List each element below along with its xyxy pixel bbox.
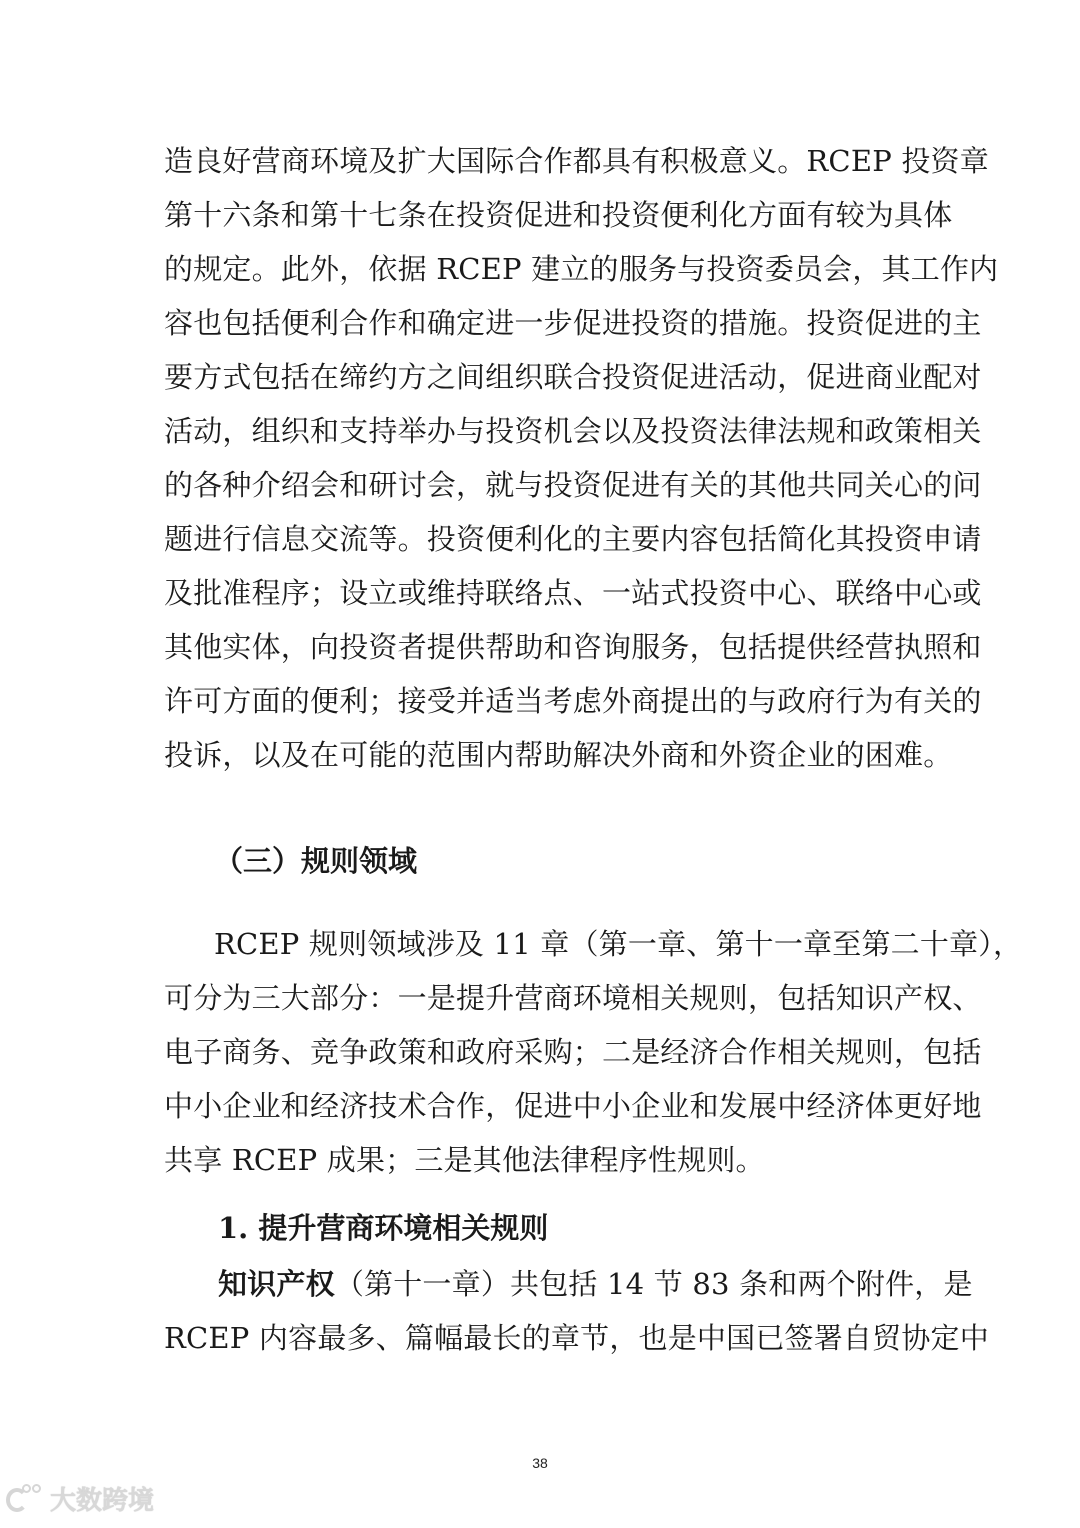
paragraph-line: 活动，组织和支持举办与投资机会以及投资法律法规和政策相关: [164, 414, 982, 448]
paragraph-line: 的各种介绍会和研讨会，就与投资促进有关的其他共同关心的问: [164, 468, 982, 502]
watermark-text: 大数跨境: [50, 1486, 155, 1516]
kjoo-logo-icon: [6, 1484, 44, 1514]
paragraph-line: 许可方面的便利；接受并适当考虑外商提出的与政府行为有关的: [164, 684, 982, 718]
paragraph-line: 共享 RCEP 成果；三是其他法律程序性规则。: [164, 1143, 765, 1177]
paragraph-line: 可分为三大部分：一是提升营商环境相关规则，包括知识产权、: [164, 981, 982, 1015]
watermark: [6, 1480, 154, 1517]
paragraph-line: 其他实体，向投资者提供帮助和咨询服务，包括提供经营执照和: [164, 630, 982, 664]
paragraph-line: [218, 1266, 973, 1302]
page-number: 38: [532, 1455, 548, 1471]
paragraph-line: 投诉，以及在可能的范围内帮助解决外商和外资企业的困难。: [164, 738, 953, 772]
paragraph-line: RCEP 规则领域涉及 11 章（第一章、第十一章至第二十章），: [214, 927, 1023, 961]
paragraph-line: 中小企业和经济技术合作，促进中小企业和发展中经济体更好地: [164, 1089, 982, 1123]
paragraph-line: 造良好营商环境及扩大国际合作都具有积极意义。RCEP 投资章: [164, 144, 989, 178]
paragraph-line: 题进行信息交流等。投资便利化的主要内容包括简化其投资申请: [164, 522, 982, 556]
line-text: （第十一章）共包括 14 节 83 条和两个附件，是: [334, 1267, 973, 1301]
paragraph-line: 的规定。此外，依据 RCEP 建立的服务与投资委员会，其工作内: [164, 252, 999, 286]
paragraph-line: 第十六条和第十七条在投资促进和投资便利化方面有较为具体: [164, 198, 953, 232]
paragraph-line: 及批准程序；设立或维持联络点、一站式投资中心、联络中心或: [164, 576, 982, 610]
paragraph-line: 电子商务、竞争政策和政府采购；二是经济合作相关规则，包括: [164, 1035, 982, 1069]
subheading: 1. 提升营商环境相关规则: [218, 1211, 549, 1245]
bold-term: 知识产权: [218, 1267, 335, 1301]
paragraph-line: RCEP 内容最多、篇幅最长的章节，也是中国已签署自贸协定中: [164, 1321, 989, 1355]
paragraph-line: 要方式包括在缔约方之间组织联合投资促进活动，促进商业配对: [164, 360, 982, 394]
paragraph-line: 容也包括便利合作和确定进一步促进投资的措施。投资促进的主: [164, 306, 982, 340]
section-heading: （三）规则领域: [214, 844, 418, 878]
